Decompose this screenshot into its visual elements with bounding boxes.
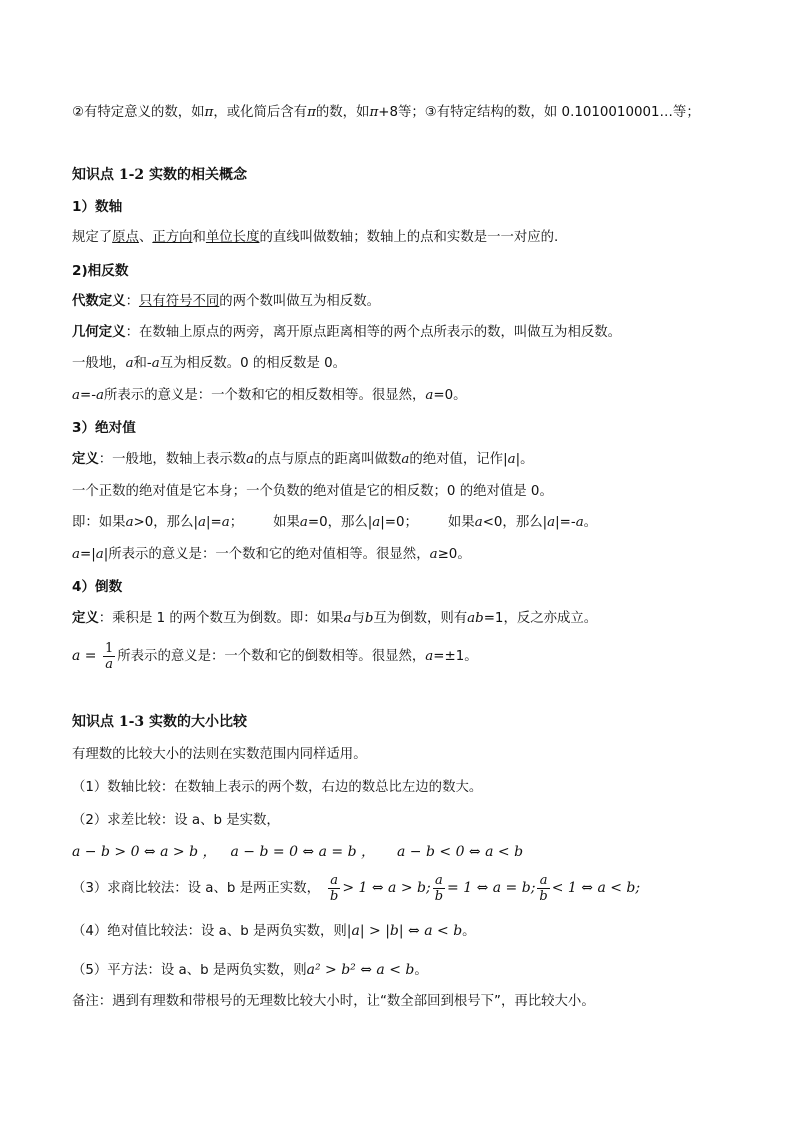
definition-label: 定义 xyxy=(72,611,99,626)
number-line-definition: 规定了原点、正方向和单位长度的直线叫做数轴；数轴上的点和实数是一一对应的. xyxy=(72,230,559,245)
method-quotient: （3）求商比较法：设 a、b 是两正实数， $\frac{a}{b}$ > 1 ⇔ a > b; $\frac{a}{b}$ = 1 ⇔ a = b; $\frac{a}{b}$ < 1 ⇔ a < b; xyxy=(72,872,641,904)
underlined-term: 正方向 xyxy=(152,230,193,245)
pi-symbol: π xyxy=(307,105,316,120)
pi-symbol: π xyxy=(204,105,214,120)
absolute-value-meaning: a=|a|所表示的意义是：一个数和它的绝对值相等。很显然，a≥0。 xyxy=(72,547,471,562)
opposite-algebraic-definition: 代数定义：只有符号不同的两个数叫做互为相反数。 xyxy=(72,294,380,309)
square-formula: a² > b² ⇔ a < b xyxy=(306,962,415,978)
intro-text: ，或化简后含有 xyxy=(213,105,308,120)
fraction-a-over-b: $\frac{a}{b}$ xyxy=(539,872,548,904)
definition-label: 定义 xyxy=(72,452,99,467)
fraction-a-over-b: $\frac{a}{b}$ xyxy=(434,872,444,904)
subheading-absolute-value: 3）绝对值 xyxy=(72,420,136,436)
pi-symbol: π xyxy=(369,105,379,120)
underlined-term: 只有符号不同 xyxy=(138,294,220,309)
fraction-a-over-b: $\frac{a}{b}$ xyxy=(330,872,339,904)
subheading-number-line: 1）数轴 xyxy=(72,199,123,215)
opposite-geometric-definition: 几何定义：在数轴上原点的两旁，离开原点距离相等的两个点所表示的数，叫做互为相反数。 xyxy=(72,325,622,340)
absolute-value-cases: 即：如果a>0，那么|a|=a； 如果a=0，那么|a|=0； 如果a<0，那么|a|=-a。 xyxy=(72,515,598,530)
method-number-line: （1）数轴比较：在数轴上表示的两个数，右边的数总比左边的数大。 xyxy=(72,780,483,795)
subheading-reciprocal: 4）倒数 xyxy=(72,579,123,595)
absolute-value-rule: 一个正数的绝对值是它本身；一个负数的绝对值是它的相反数；0 的绝对值是 0。 xyxy=(72,484,553,499)
method-difference: （2）求差比较：设 a、b 是实数， xyxy=(72,813,280,828)
subheading-opposite: 2)相反数 xyxy=(72,263,129,279)
definition-label: 几何定义 xyxy=(72,325,126,340)
underlined-term: 原点 xyxy=(112,230,139,245)
reciprocal-meaning: a = $\frac{1}{a}$ 所表示的意义是：一个数和它的倒数相等。很显然，a=±1。 xyxy=(72,640,478,672)
opposite-meaning: a=-a所表示的意义是：一个数和它的相反数相等。很显然，a=0。 xyxy=(72,388,467,403)
difference-formulas: a − b > 0 ⇔ a > b ， a − b = 0 ⇔ a = b ， a − b < 0 ⇔ a < b xyxy=(72,844,524,860)
method-square: （5）平方法：设 a、b 是两负实数，则a² > b² ⇔ a < b。 xyxy=(72,962,428,978)
absolute-value-formula: |a| > |b| ⇔ a < b xyxy=(346,923,463,939)
intro-text: +8等；③有特定结构的数，如 0.1010010001…等； xyxy=(378,105,700,120)
section-title-1-3: 知识点 1-3 实数的大小比较 xyxy=(72,714,248,730)
intro-line xyxy=(72,104,700,122)
intro-text: 的数，如 xyxy=(315,105,370,120)
opposite-general: 一般地，a和-a互为相反数。0 的相反数是 0。 xyxy=(72,356,347,371)
intro-text: ②有特定意义的数，如 xyxy=(72,105,205,120)
definition-label: 代数定义 xyxy=(72,294,126,309)
note: 备注：遇到有理数和带根号的无理数比较大小时，让“数全部回到根号下”，再比较大小。 xyxy=(72,994,595,1009)
absolute-value-definition: 定义：一般地，数轴上表示数a的点与原点的距离叫做数a的绝对值，记作|a|。 xyxy=(72,452,534,467)
underlined-term: 单位长度 xyxy=(205,230,260,245)
section-title-1-2: 知识点 1-2 实数的相关概念 xyxy=(72,167,248,183)
comparison-intro: 有理数的比较大小的法则在实数范围内同样适用。 xyxy=(72,747,367,762)
reciprocal-definition: 定义：乘积是 1 的两个数互为倒数。即：如果a与b互为倒数，则有ab=1，反之亦成立。 xyxy=(72,611,598,626)
method-absolute-value: （4）绝对值比较法：设 a、b 是两负实数，则|a| > |b| ⇔ a < b。 xyxy=(72,923,476,939)
fraction-one-over-a: $\frac{1}{a}$ xyxy=(105,640,114,672)
